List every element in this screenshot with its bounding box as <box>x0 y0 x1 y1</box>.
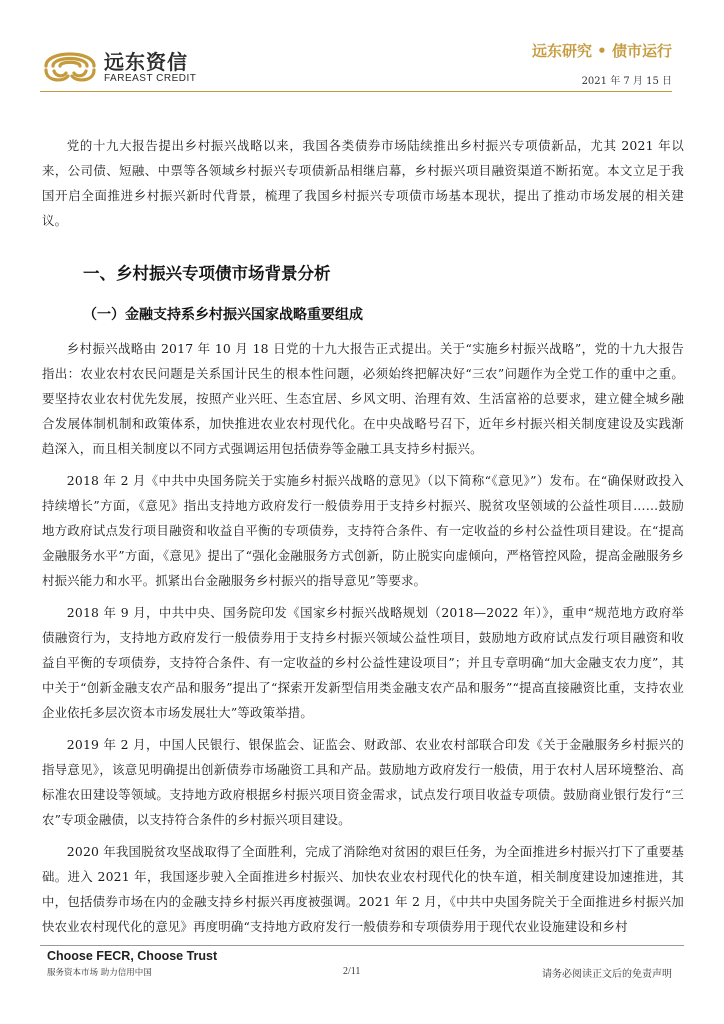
header-divider <box>40 91 672 92</box>
footer-disclaimer[interactable]: 请务必阅读正文后的免责声明 <box>542 969 672 980</box>
report-date: 2021 年 7 月 15 日 <box>581 76 672 87</box>
footer-slogan: Choose FECR, Choose Trust <box>47 949 218 963</box>
subsection-heading: （一）金融支持系乡村振兴国家战略重要组成 <box>83 307 363 323</box>
page-number: 2/11 <box>343 966 361 977</box>
report-series: 远东研究 • 债市运行 <box>531 42 672 60</box>
footer-divider <box>40 945 684 946</box>
article-body <box>42 133 684 939</box>
body-paragraph-3: 2018 年 9 月，中共中央、国务院印发《国家乡村振兴战略规划（2018—2022 年）》，重申“规范地方政府举债融资行为，支持地方政府发行一般债券用于支持乡村振兴领域公益性项目，鼓励地方政府试点发行项目融资和收益自平衡的专项债券，支持符合条件、有一定收益的乡村公益性建设项目”；并且专章明确“加大金融支农力度”，其中关于“创新金融支农产品和服务”提出了“探索开发新型信用类金融支农产品和服务”“提高直接融资比重，支持农业企业依托多层次资本市场发展壮大”等政策举措。 <box>42 605 684 720</box>
intro-paragraph: 党的十九大报告提出乡村振兴战略以来，我国各类债券市场陆续推出乡村振兴专项债新品，尤其 2021 年以来，公司债、短融、中票等各领域乡村振兴专项债新品相继启幕，乡村振兴项目融资渠道不断拓宽。本文立足于我国开启全面推进乡村振兴新时代背景，梳理了我国乡村振兴专项债市场基本现状，提出了推动市场发展的相关建议。 <box>42 138 684 228</box>
body-paragraph-4: 2019 年 2 月，中国人民银行、银保监会、证监会、财政部、农业农村部联合印发《关于金融服务乡村振兴的指导意见》，该意见明确提出创新债券市场融资工具和产品。鼓励地方政府发行一般债，用于农村人居环境整治、高标准农田建设等领域。支持地方政府根据乡村振兴项目资金需求，试点发行项目收益专项债。鼓励商业银行发行“三农”专项金融债，以支持符合条件的乡村振兴项目建设。 <box>42 737 684 827</box>
footer-motto: 服务资本市场 助力信用中国 <box>47 968 152 978</box>
section-heading: 一、乡村振兴专项债市场背景分析 <box>83 264 331 283</box>
body-paragraph-1: 乡村振兴战略由 2017 年 10 月 18 日党的十九大报告正式提出。关于“实施乡村振兴战略”，党的十九大报告指出：农业农村农民问题是关系国计民生的根本性问题，必须始终把解决好“三农”问题作为全党工作的重中之重。要坚持农业农村优先发展，按照产业兴旺、生态宜居、乡风文明、治理有效、生活富裕的总要求，建立健全城乡融合发展体制机制和政策体系，加快推进农业农村现代化。在中央战略号召下，近年乡村振兴相关制度建设及实践渐趋深入，而且相关制度以不同方式强调运用包括债券等金融工具支持乡村振兴。 <box>42 341 684 456</box>
brand-subtitle: FAREAST CREDIT <box>104 73 197 84</box>
page-header <box>0 0 724 110</box>
fareast-logo-icon <box>42 44 98 84</box>
body-paragraph-5: 2020 年我国脱贫攻坚战取得了全面胜利，完成了消除绝对贫困的艰巨任务，为全面推进乡村振兴打下了重要基础。进入 2021 年，我国逐步驶入全面推进乡村振兴、加快农业农村现代化的快车道，相关制度建设加速推进，其中，包括债券市场在内的金融支持乡村振兴再度被强调。2021 年 2 月，《中共中央国务院关于全面推进乡村振兴加快农业农村现代化的意见》再度明确“支持地方政府发行一般债券和专项债券用于现代农业设施建设和乡村 <box>42 844 684 934</box>
brand-name: 远东资信 <box>104 50 188 74</box>
body-paragraph-2: 2018 年 2 月《中共中央国务院关于实施乡村振兴战略的意见》（以下简称“《意见》”）发布。在“确保财政投入持续增长”方面，《意见》指出支持地方政府发行一般债券用于支持乡村振兴、脱贫攻坚领域的公益性项目……鼓励地方政府试点发行项目融资和收益自平衡的专项债券，支持符合条件、有一定收益的乡村公益性项目建设。在“提高金融服务水平”方面，《意见》提出了“强化金融服务方式创新，防止脱实向虚倾向，严格管控风险，提高金融服务乡村振兴能力和水平。抓紧出台金融服务乡村振兴的指导意见”等要求。 <box>42 473 684 588</box>
